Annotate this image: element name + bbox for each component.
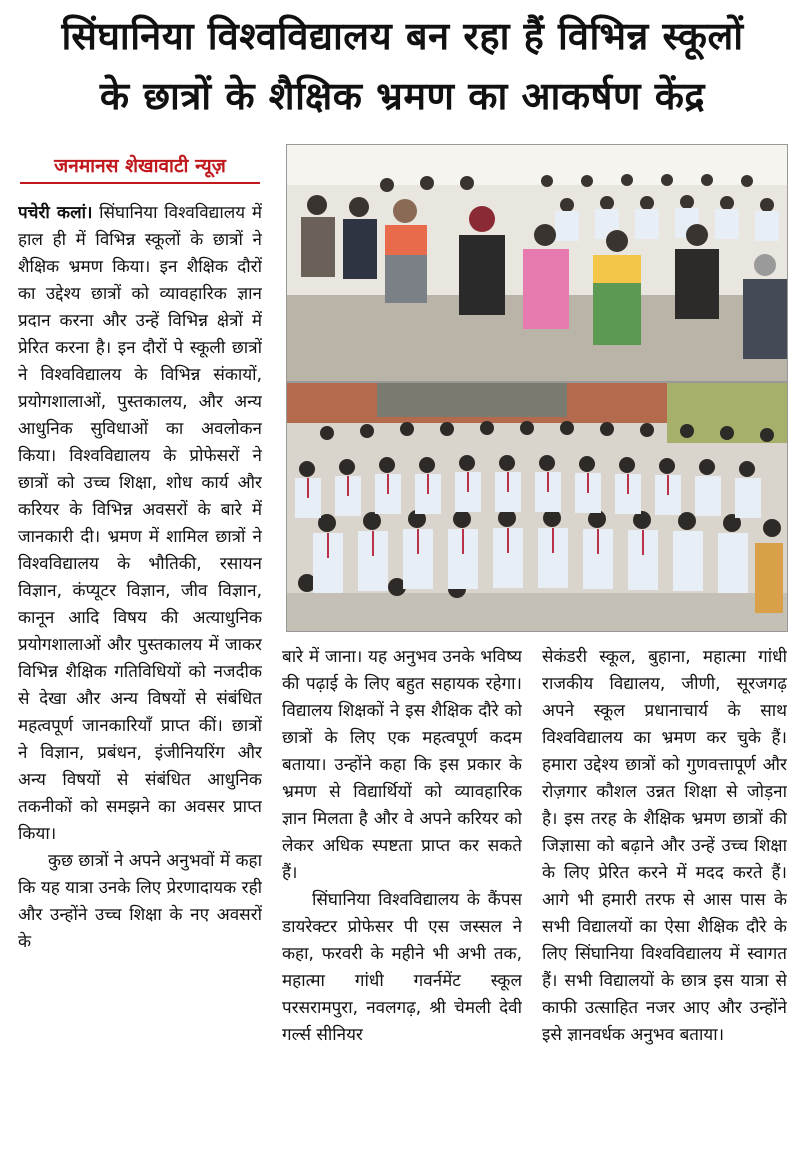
article-column-2 (282, 644, 522, 1148)
article-text: सिंघानिया विश्वविद्यालय में हाल ही में विभिन्न स्कूलों के छात्रों ने शैक्षिक भ्रमण किया। इन शैक्षिक दौरों का उद्देश्य छात्रों को व्यावहारिक ज्ञान प्रदान करना और उन्हें विभिन्न क्षेत्रों में प्रेरित करना है। इन दौरों पे स्कूली छात्रों ने विश्वविद्यालय के विभिन्न संकायों, प्रयोगशालाओं, पुस्तकालय, और अन्य आधुनिक सुविधाओं का अवलोकन किया। विश्वविद्यालय के प्रोफेसरों ने छात्रों को उच्च शिक्षा, शोध कार्य और करियर के विभिन्न अवसरों के बारे में जानकारी दी। भ्रमण में शामिल छात्रों ने विश्वविद्यालय के भौतिकी, रसायन विज्ञान, कंप्यूटर विज्ञान, जीव विज्ञान, कानून आदि विषय की अत्याधुनिक प्रयोगशालाओं और पुस्तकालय में जाकर विभिन्न शैक्षिक गतिविधियों को नजदीक से देखा और अन्य विषयों से संबंधित महत्वपूर्ण जानकारियाँ प्राप्त कीं। छात्रों ने विज्ञान, प्रबंधन, इंजीनियरिंग और अन्य विषयों से संबंधित आधुनिक तकनीकों को समझने का अवसर प्राप्त किया। (18, 203, 262, 844)
article-column-3 (542, 644, 787, 1148)
photo-student-group (286, 382, 788, 632)
student-group-image (287, 383, 787, 631)
headline-line-2: के छात्रों के शैक्षिक भ्रमण का आकर्षण केंद्र (99, 74, 706, 118)
seminar-hall-image (287, 145, 787, 381)
article-paragraph: सेकंडरी स्कूल, बुहाना, महात्मा गांधी राजकीय विद्यालय, जीणी, सूरजगढ़ अपने स्कूल प्रधानाचार्य के साथ विश्वविद्यालय का भ्रमण कर चुके हैं। हमारा उद्देश्य छात्रों को गुणवत्तापूर्ण और रोज़गार कौशल उन्नत शिक्षा से जोड़ना है। इस तरह के शैक्षिक भ्रमण छात्रों की जिज्ञासा को बढ़ाने और उन्हें उच्च शिक्षा के लिए प्रेरित करने में मदद करते हैं। आगे भी हमारी तरफ से आस पास के सभी विद्यालयों का ऐसा शैक्षिक दौरे के लिए सिंघानिया विश्वविद्यालय में स्वागत हैं। सभी विद्यालयों के छात्र इस यात्रा से काफी उत्साहित नजर आए और उन्होंने इसे ज्ञानवर्धक अनुभव बताया। (542, 647, 787, 1045)
article-paragraph: कुछ छात्रों ने अपने अनुभवों में कहा कि यह यात्रा उनके लिए प्रेरणादायक रही और उन्होंने उच्च शिक्षा के नए अवसरों के (18, 851, 262, 952)
article-paragraph (18, 200, 262, 848)
article-paragraph: सिंघानिया विश्वविद्यालय के कैंपस डायरेक्टर प्रोफेसर पी एस जस्सल ने कहा, फरवरी के महीने भी अभी तक, महात्मा गांधी गवर्नमेंट स्कूल परसरामपुरा, नवलगढ़, श्री चेमली देवी गर्ल्स सीनियर (282, 890, 522, 1045)
headline (8, 6, 797, 134)
byline: जनमानस शेखावाटी न्यूज़ (20, 152, 260, 184)
photo-seminar-hall (286, 144, 788, 382)
dateline: पचेरी कलां। (18, 203, 93, 223)
article-paragraph: बारे में जाना। यह अनुभव उनके भविष्य की पढ़ाई के लिए बहुत सहायक रहेगा। विद्यालय शिक्षकों ने इस शैक्षिक दौरे को छात्रों के लिए एक महत्वपूर्ण कदम बताया। उन्होंने कहा कि इस प्रकार के भ्रमण से विद्यार्थियों को व्यावहारिक ज्ञान मिलता है और वे अपने करियर को लेकर अधिक स्पष्टता प्राप्त कर सकते हैं। (282, 647, 522, 883)
article-column-1 (18, 200, 262, 1148)
headline-line-1: सिंघानिया विश्वविद्यालय बन रहा हैं विभिन्न स्कूलों (61, 14, 744, 58)
